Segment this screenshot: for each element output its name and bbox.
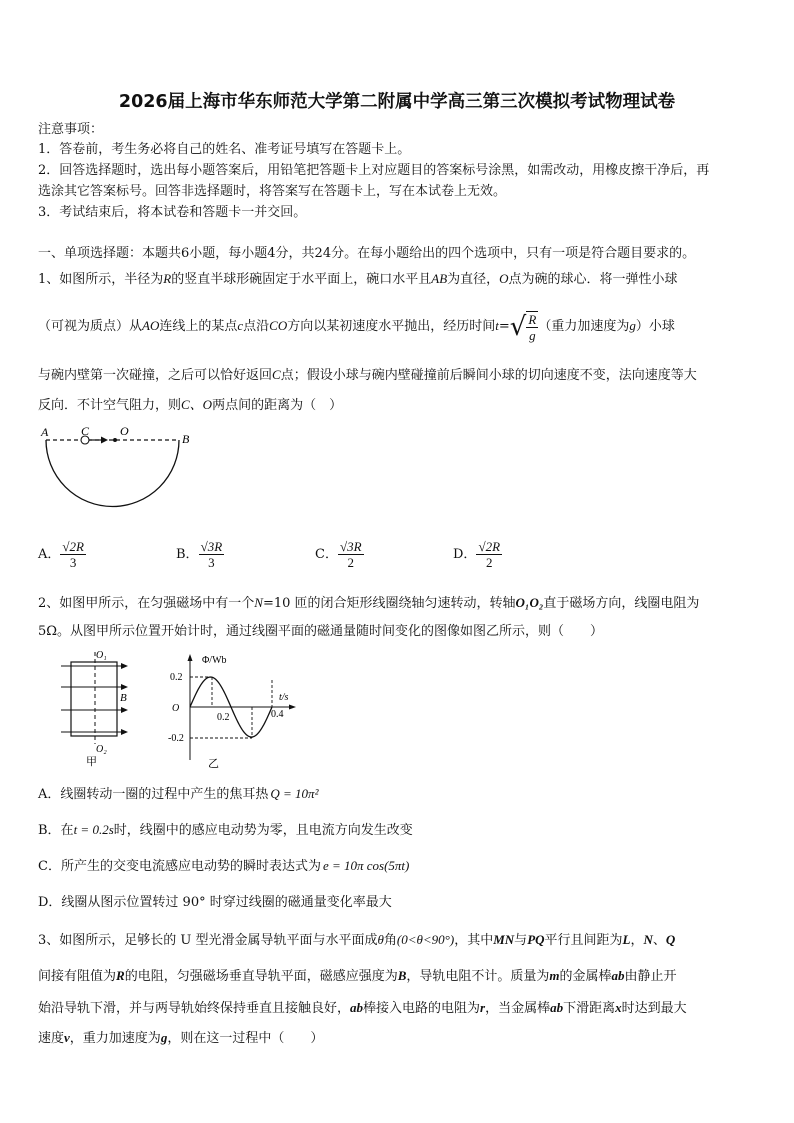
option-c[interactable]: C． $\frac{√3R}{2}$: [315, 539, 362, 570]
x-tick-1: 0.2: [217, 712, 230, 723]
notice-item: 1．答卷前，考生务必将自己的姓名、准考证号填写在答题卡上。: [38, 142, 411, 157]
option-a[interactable]: A． $\frac{√2R}{3}$: [38, 539, 84, 570]
y-axis-label: Φ/Wb: [202, 655, 227, 666]
notice-item: 选涂其它答案标号。回答非选择题时，将答案写在答题卡上，写在本试卷上无效。: [38, 184, 507, 199]
y-axis-arrow: [188, 654, 193, 661]
notice-item: 2．回答选择题时，选出每小题答案后，用铅笔把答题卡上对应题目的答案标号涂黑，如需改动，用橡皮擦干净后，再: [38, 163, 710, 178]
option-d[interactable]: D． $\frac{√2R}{2}$: [453, 539, 501, 570]
center-dot: [113, 438, 117, 442]
q1-line3: 与碗内壁第一次碰撞，之后可以恰好返回C点；假设小球与碗内壁碰撞前后瞬间小球的切向速度不变，法向速度等大: [38, 367, 697, 383]
y-tick-neg: -0.2: [168, 733, 184, 744]
label-C: C: [81, 424, 90, 438]
notice-item: 3．考试结束后，将本试卷和答题卡一并交回。: [38, 205, 307, 220]
caption-jia: 甲: [86, 756, 97, 768]
x-axis-arrow: [289, 705, 296, 710]
q2-option-b[interactable]: B．在t = 0.2s时，线圈中的感应电动势为零，且电流方向发生改变: [38, 822, 413, 838]
origin-label: O: [172, 703, 180, 714]
notice-heading: 注意事项：: [38, 122, 104, 137]
q2-option-a[interactable]: A．线圈转动一圈的过程中产生的焦耳热 Q = 10π²: [38, 786, 319, 802]
q1-line2: （可视为质点）从AO连线上的某点c点沿CO方向以某初速度水平抛出，经历时间t=√ $\frac{R}{g}$ （重力加速度为g）小球: [38, 311, 675, 343]
option-b[interactable]: B． $\frac{√3R}{3}$: [176, 539, 223, 570]
q3-line2: 间接有阻值为R的电阻，匀强磁场垂直导轨平面，磁感应强度为B，导轨电阻不计。质量为m的金属棒ab由静止开: [38, 968, 677, 984]
label-A: A: [41, 425, 49, 439]
q1-line1: 1、如图所示，半径为R的竖直半球形碗固定于水平面上，碗口水平且AB为直径，O点为碗的球心．将一弹性小球: [38, 271, 678, 287]
q2-line1: 2、如图甲所示，在匀强磁场中有一个N=10 匝的闭合矩形线圈绕轴匀速转动，转轴O₁O₂直于磁场方向，线圈电阻为: [38, 595, 700, 611]
label-B: B: [182, 432, 190, 446]
y-tick-pos: 0.2: [170, 672, 183, 683]
q2-option-d[interactable]: D．线圈从图示位置转过 90° 时穿过线圈的磁通量变化率最大: [38, 895, 392, 910]
sqrt-fraction: √ $\frac{R}{g}$: [509, 311, 537, 343]
q2-option-c[interactable]: C．所产生的交变电流感应电动势的瞬时表达式为 e = 10π cos(5πt): [38, 858, 410, 874]
label-o2: O₂: [96, 744, 107, 755]
q2-flux-chart: [168, 650, 298, 770]
bowl-arc: [46, 440, 179, 507]
x-tick-2: 0.4: [271, 709, 284, 720]
section-heading: 一、单项选择题：本题共6小题，每小题4分，共24分。在每小题给出的四个选项中，只有一项是符合题目要求的。: [38, 246, 696, 261]
q3-line1: 3、如图所示，足够长的 U 型光滑金属导轨平面与水平面成θ角(0<θ<90°)，其中MN与PQ平行且间距为L，N、Q: [38, 932, 676, 948]
q3-line4: 速度v，重力加速度为g，则在这一过程中（ ）: [38, 1030, 324, 1046]
label-o1: O₁: [96, 650, 107, 661]
label-b-field: B: [120, 692, 127, 704]
q1-bowl-figure: [36, 424, 206, 536]
q1-line4: 反向．不计空气阻力，则C、O两点间的距离为（ ）: [38, 397, 343, 413]
page-title: 2026届上海市华东师范大学第二附属中学高三第三次模拟考试物理试卷: [118, 92, 676, 112]
arrow-head: [101, 437, 108, 444]
q2-line2: 5Ω。从图甲所示位置开始计时，通过线圈平面的磁通量随时间变化的图像如图乙所示，则（ ）: [38, 624, 604, 639]
label-O: O: [120, 424, 129, 438]
q3-line3: 始沿导轨下滑，并与两导轨始终保持垂直且接触良好，ab棒接入电路的电阻为r，当金属棒ab下滑距离x时达到最大: [38, 1000, 687, 1016]
x-axis-label: t/s: [279, 692, 289, 703]
q2-coil-figure: [58, 648, 138, 768]
coil-frame: [71, 662, 117, 736]
caption-yi: 乙: [208, 758, 219, 770]
